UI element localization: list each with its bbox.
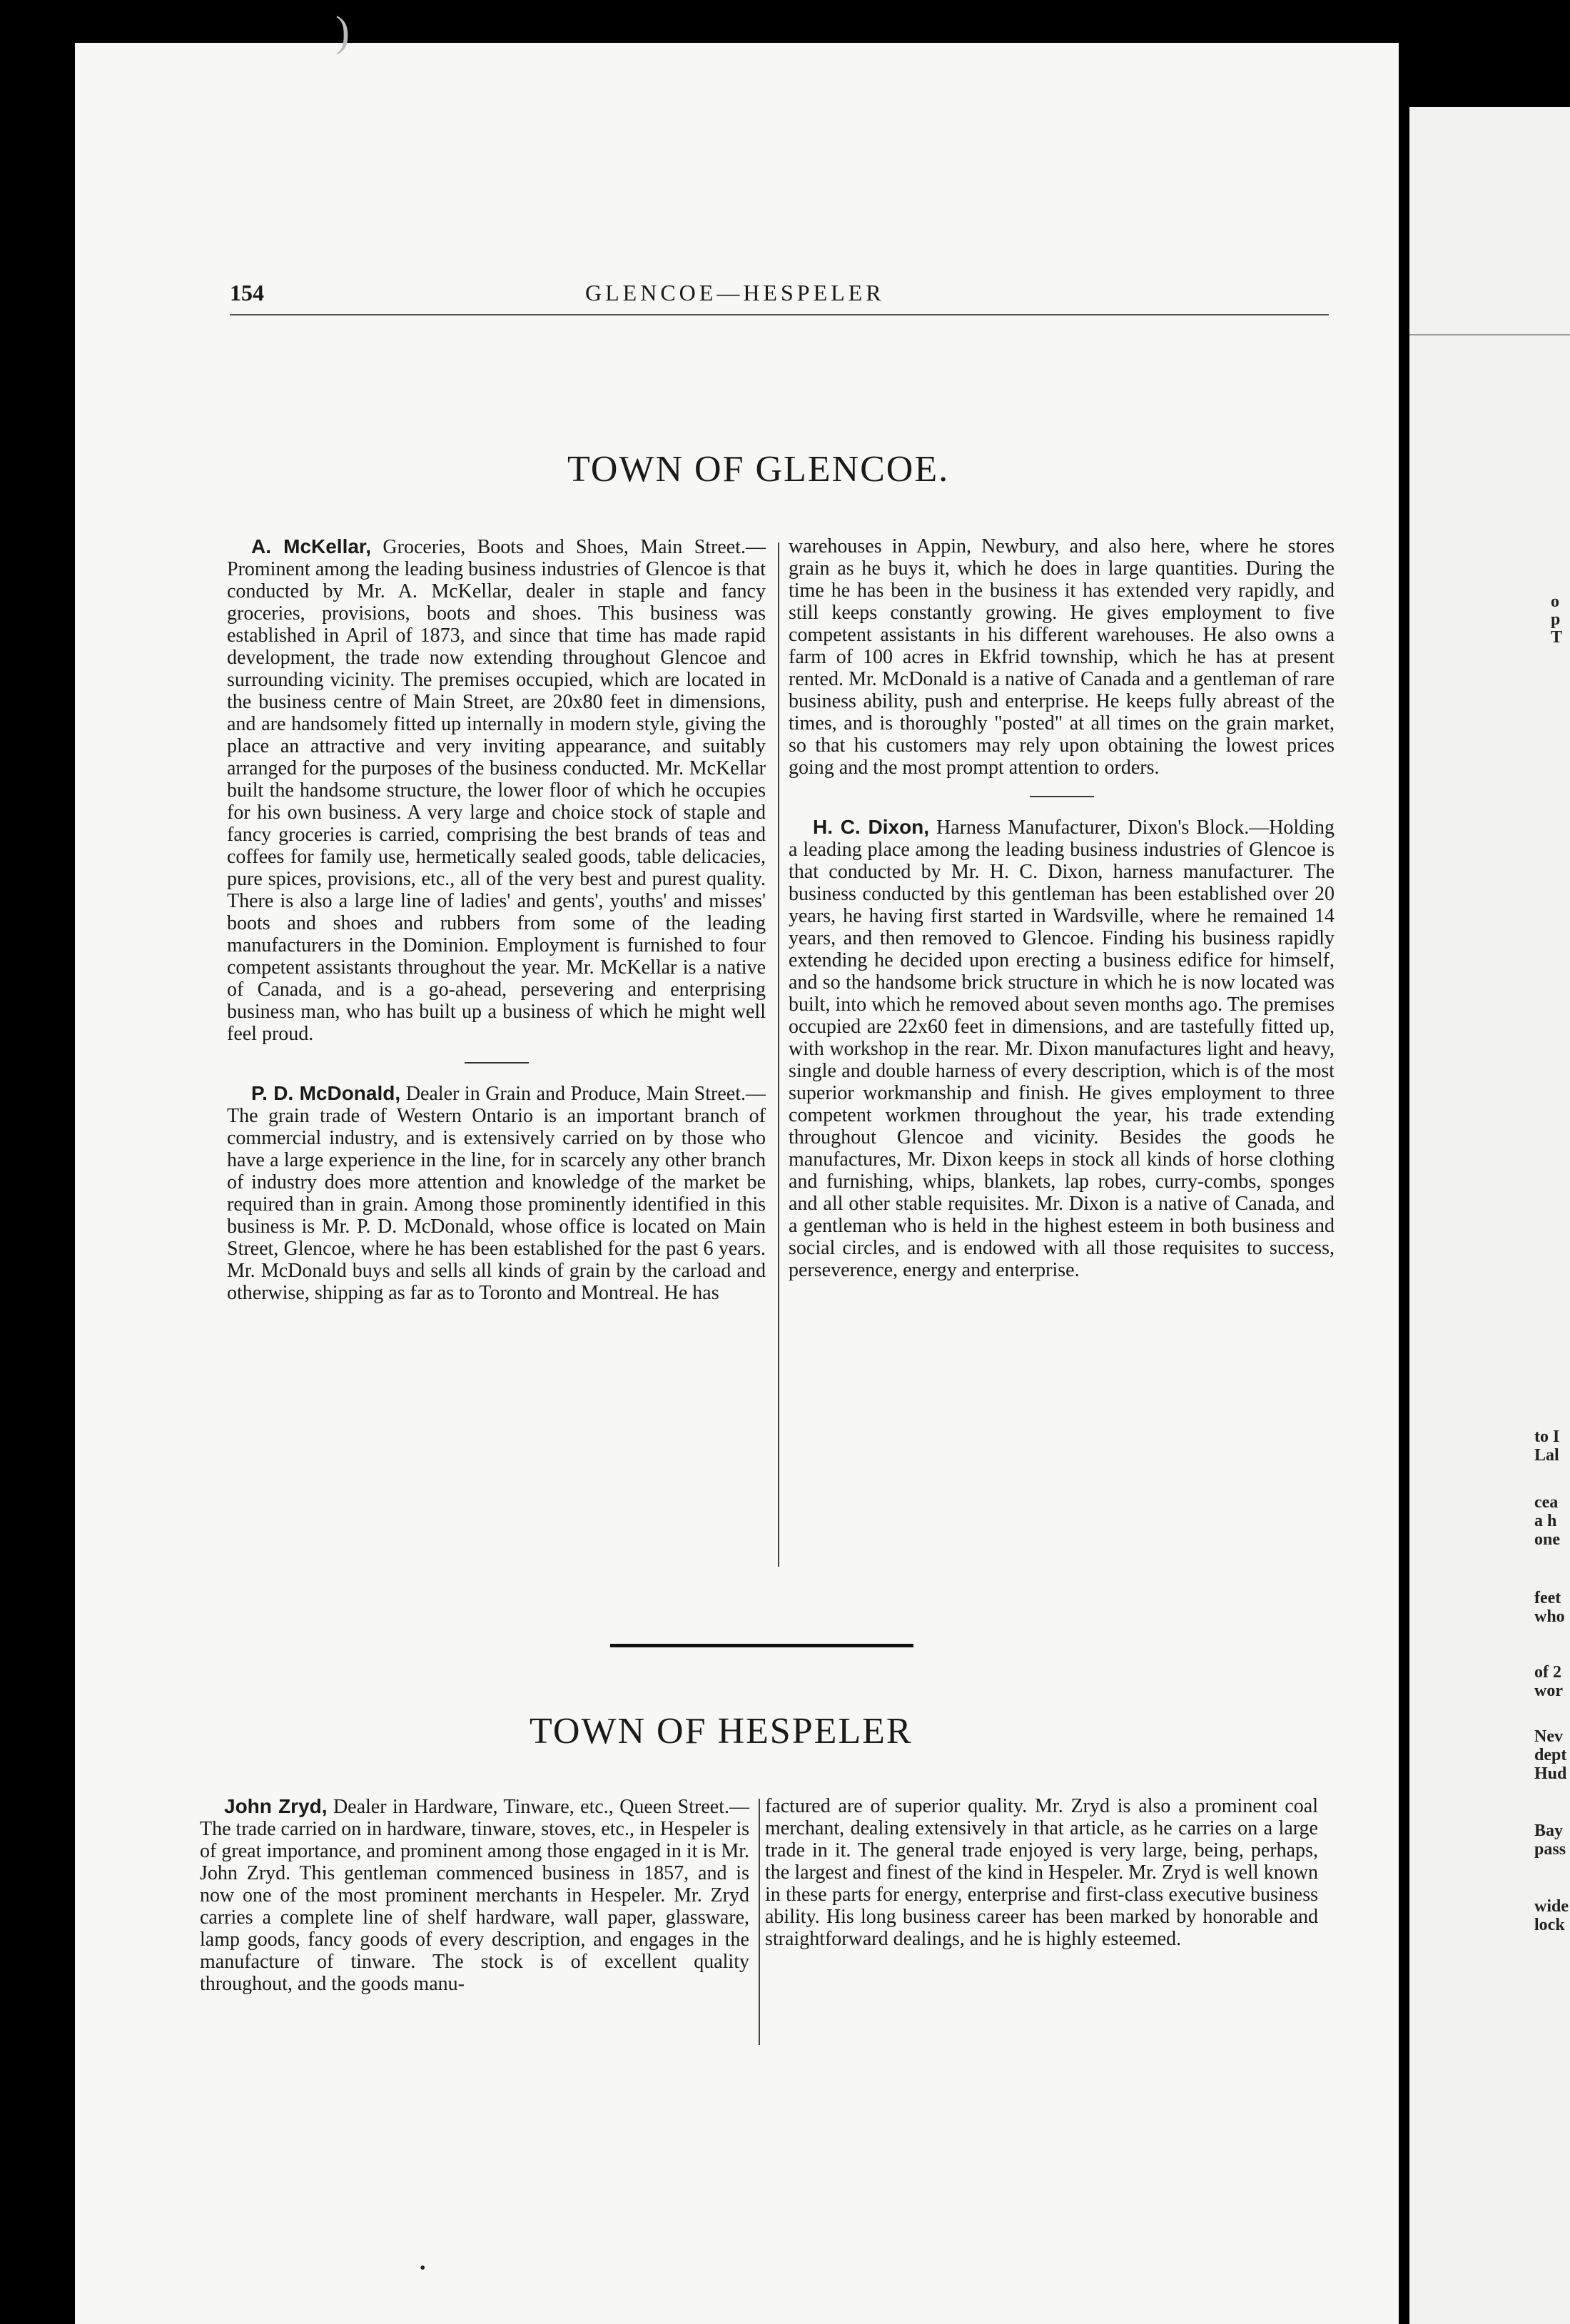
adjacent-page-rule — [1409, 334, 1570, 335]
entry-dixon — [789, 816, 1334, 1281]
entry-name-mcdonald: P. D. McDonald, — [251, 1082, 401, 1104]
adjacent-fragment: a h — [1534, 1512, 1557, 1530]
zryd-continuation: factured are of superior quality. Mr. Zryd is also a prominent coal merchant, dealing extensively in that article, as he carries on a large trade in it. The general trade enjoyed is very large, being, perhaps, the largest and finest of the kind in Hespeler. Mr. Zryd is well known in these parts for energy, enterprise and first-class executive business ability. His long business career has been marked by honorable and straightforward dealings, and he is highly esteemed. — [765, 1795, 1318, 1950]
adjacent-fragment: feet — [1534, 1589, 1561, 1607]
section-rule — [610, 1644, 913, 1647]
adjacent-fragment: who — [1534, 1607, 1565, 1626]
adjacent-fragment: lock — [1534, 1916, 1565, 1934]
adjacent-fragment: dept — [1534, 1746, 1567, 1764]
adjacent-fragment: wide — [1534, 1897, 1569, 1916]
binding-mark: ) — [335, 8, 350, 55]
entry-name-mckellar: A. McKellar, — [251, 535, 372, 557]
adjacent-fragment: Bay — [1534, 1822, 1564, 1840]
adjacent-fragment: of 2 — [1534, 1663, 1561, 1682]
column-divider — [759, 1799, 760, 2045]
running-title: GLENCOE—HESPELER — [585, 280, 885, 305]
entry-text-dixon: Harness Manufacturer, Dixon's Block.—Holding a leading place among the leading business industries of Glencoe is that conducted by Mr. H. C. Dixon, harness manufacturer. The business conducted by this gentleman has been established over 20 years, he having first started in Wardsville, where he remained 14 years, and then removed to Glencoe. Finding his business rapidly extending he decided upon erecting a business edifice for himself, and so the handsome brick structure in which he is now located was built, into which he removed about seven months ago. The premises occupied are 22x60 feet in dimensions, and are tastefully fitted up, with workshop in the rear. Mr. Dixon manufactures light and heavy, single and double harness of every description, which is of the most superior workmanship and finish. He gives employment to three competent workmen throughout the year, his trade extending throughout Glencoe and vicinity. Besides the goods he manufactures, Mr. Dixon keeps in stock all kinds of horse clothing and furnishing, whips, blankets, lap robes, curry-combs, sponges and all other stable requisites. Mr. Dixon is a native of Canada, and a gentleman who is held in the highest esteem in both business and social circles, and is endowed with all those requisites to success, perseverence, energy and enterprise. — [789, 817, 1334, 1281]
entry-text-zryd: Dealer in Hardware, Tinware, etc., Queen Street.—The trade carried on in hardware, tinware, stoves, etc., in Hespeler is of great importance, and prominent among those engaged in it is Mr. John Zryd. This gentleman commenced business in 1857, and is now one of the most prominent merchants in Hespeler. Mr. Zryd carries a complete line of shelf hardware, wall paper, glassware, lamp goods, fancy goods of every description, and engages in the manufacture of tinware. The stock is of excellent quality throughout, and the goods manu- — [200, 1796, 749, 1995]
adjacent-fragment: Hud — [1534, 1764, 1567, 1783]
hespeler-left-column — [200, 1795, 749, 1995]
hespeler-right-column — [765, 1795, 1318, 1950]
glencoe-right-column — [789, 535, 1334, 1281]
adjacent-fragment: T — [1551, 628, 1563, 647]
entry-separator — [1030, 796, 1094, 797]
entry-name-dixon: H. C. Dixon, — [813, 816, 930, 838]
column-divider — [778, 542, 779, 1567]
adjacent-fragment: cea — [1534, 1493, 1559, 1512]
entry-text-mckellar: Groceries, Boots and Shoes, Main Street.—Prominent among the leading business industries of Glencoe is that conducted by Mr. A. McKellar, dealer in staple and fancy groceries, provisions, boots and shoes. This business was established in April of 1873, and since that time has made rapid development, the trade now extending throughout Glencoe and surrounding vicinity. The premises occupied, which are located in the business centre of Main Street, are 20x80 feet in dimensions, and are handsomely fitted up internally in modern style, giving the place an attractive and very inviting appearance, and suitably arranged for the purposes of the business conducted. Mr. McKellar built the handsome structure, the lower floor of which he occupies for his own business. A very large and choice stock of staple and fancy groceries is carried, comprising the best brands of teas and coffees for family use, hermetically sealed goods, table delicacies, pure spices, provisions, etc., all of the very best and purest quality. There is also a large line of ladies' and gents', youths' and misses' boots and shoes and rubbers from some of the leading manufacturers in the Dominion. Employment is furnished to four competent assistants throughout the year. Mr. McKellar is a native of Canada, and is a go-ahead, persevering and enterprising business man, who has built up a business of which he might well feel proud. — [227, 536, 766, 1045]
entry-text-mcdonald: Dealer in Grain and Produce, Main Street.—The grain trade of Western Ontario is an important branch of commercial industry, and is extensively carried on by those who have a large experience in the line, for in scarcely any other branch of industry does more attention and knowledge of the market be required than in grain. Among those prominently identified in this business is Mr. P. D. McDonald, whose office is located on Main Street, Glencoe, where he has been established for the past 6 years. Mr. McDonald buys and sells all kinds of grain by the carload and otherwise, shipping as far as to Toronto and Montreal. He has — [227, 1083, 766, 1304]
entry-zryd — [200, 1795, 749, 1995]
adjacent-fragment: p — [1551, 610, 1561, 629]
glencoe-left-column — [227, 535, 766, 1304]
adjacent-fragment: pass — [1534, 1840, 1566, 1859]
mcdonald-continuation: warehouses in Appin, Newbury, and also here, where he stores grain as he buys it, which he does in large quantities. During the time he has been in the business it has extended very rapidly, and still keeps constantly growing. He gives employment to five competent assistants in his different warehouses. He also owns a farm of 100 acres in Ekfrid township, which he has at present rented. Mr. McDonald is a native of Canada and a gentleman of rare business ability, push and enterprise. He keeps fully abreast of the times, and is thoroughly "posted" at all times on the grain market, so that his customers may rely upon obtaining the lowest prices going and the most prompt attention to orders. — [789, 535, 1334, 779]
entry-mckellar — [227, 535, 766, 1045]
adjacent-fragment: Nev — [1534, 1727, 1563, 1746]
adjacent-fragment: wor — [1534, 1682, 1563, 1700]
adjacent-fragment: to I — [1534, 1428, 1560, 1446]
adjacent-fragment: o — [1551, 592, 1559, 611]
adjacent-fragment: Lal — [1534, 1446, 1559, 1465]
page-dot: • — [420, 2259, 426, 2278]
adjacent-fragment: one — [1534, 1530, 1560, 1549]
entry-separator — [465, 1062, 529, 1064]
adjacent-page — [1409, 107, 1570, 2324]
page-number: 154 — [230, 280, 264, 305]
entry-mcdonald — [227, 1082, 766, 1304]
hespeler-section-title: TOWN OF HESPELER — [530, 1711, 913, 1752]
entry-name-zryd: John Zryd, — [224, 1795, 328, 1817]
header-rule — [230, 314, 1329, 315]
glencoe-section-title: TOWN OF GLENCOE. — [567, 449, 950, 490]
